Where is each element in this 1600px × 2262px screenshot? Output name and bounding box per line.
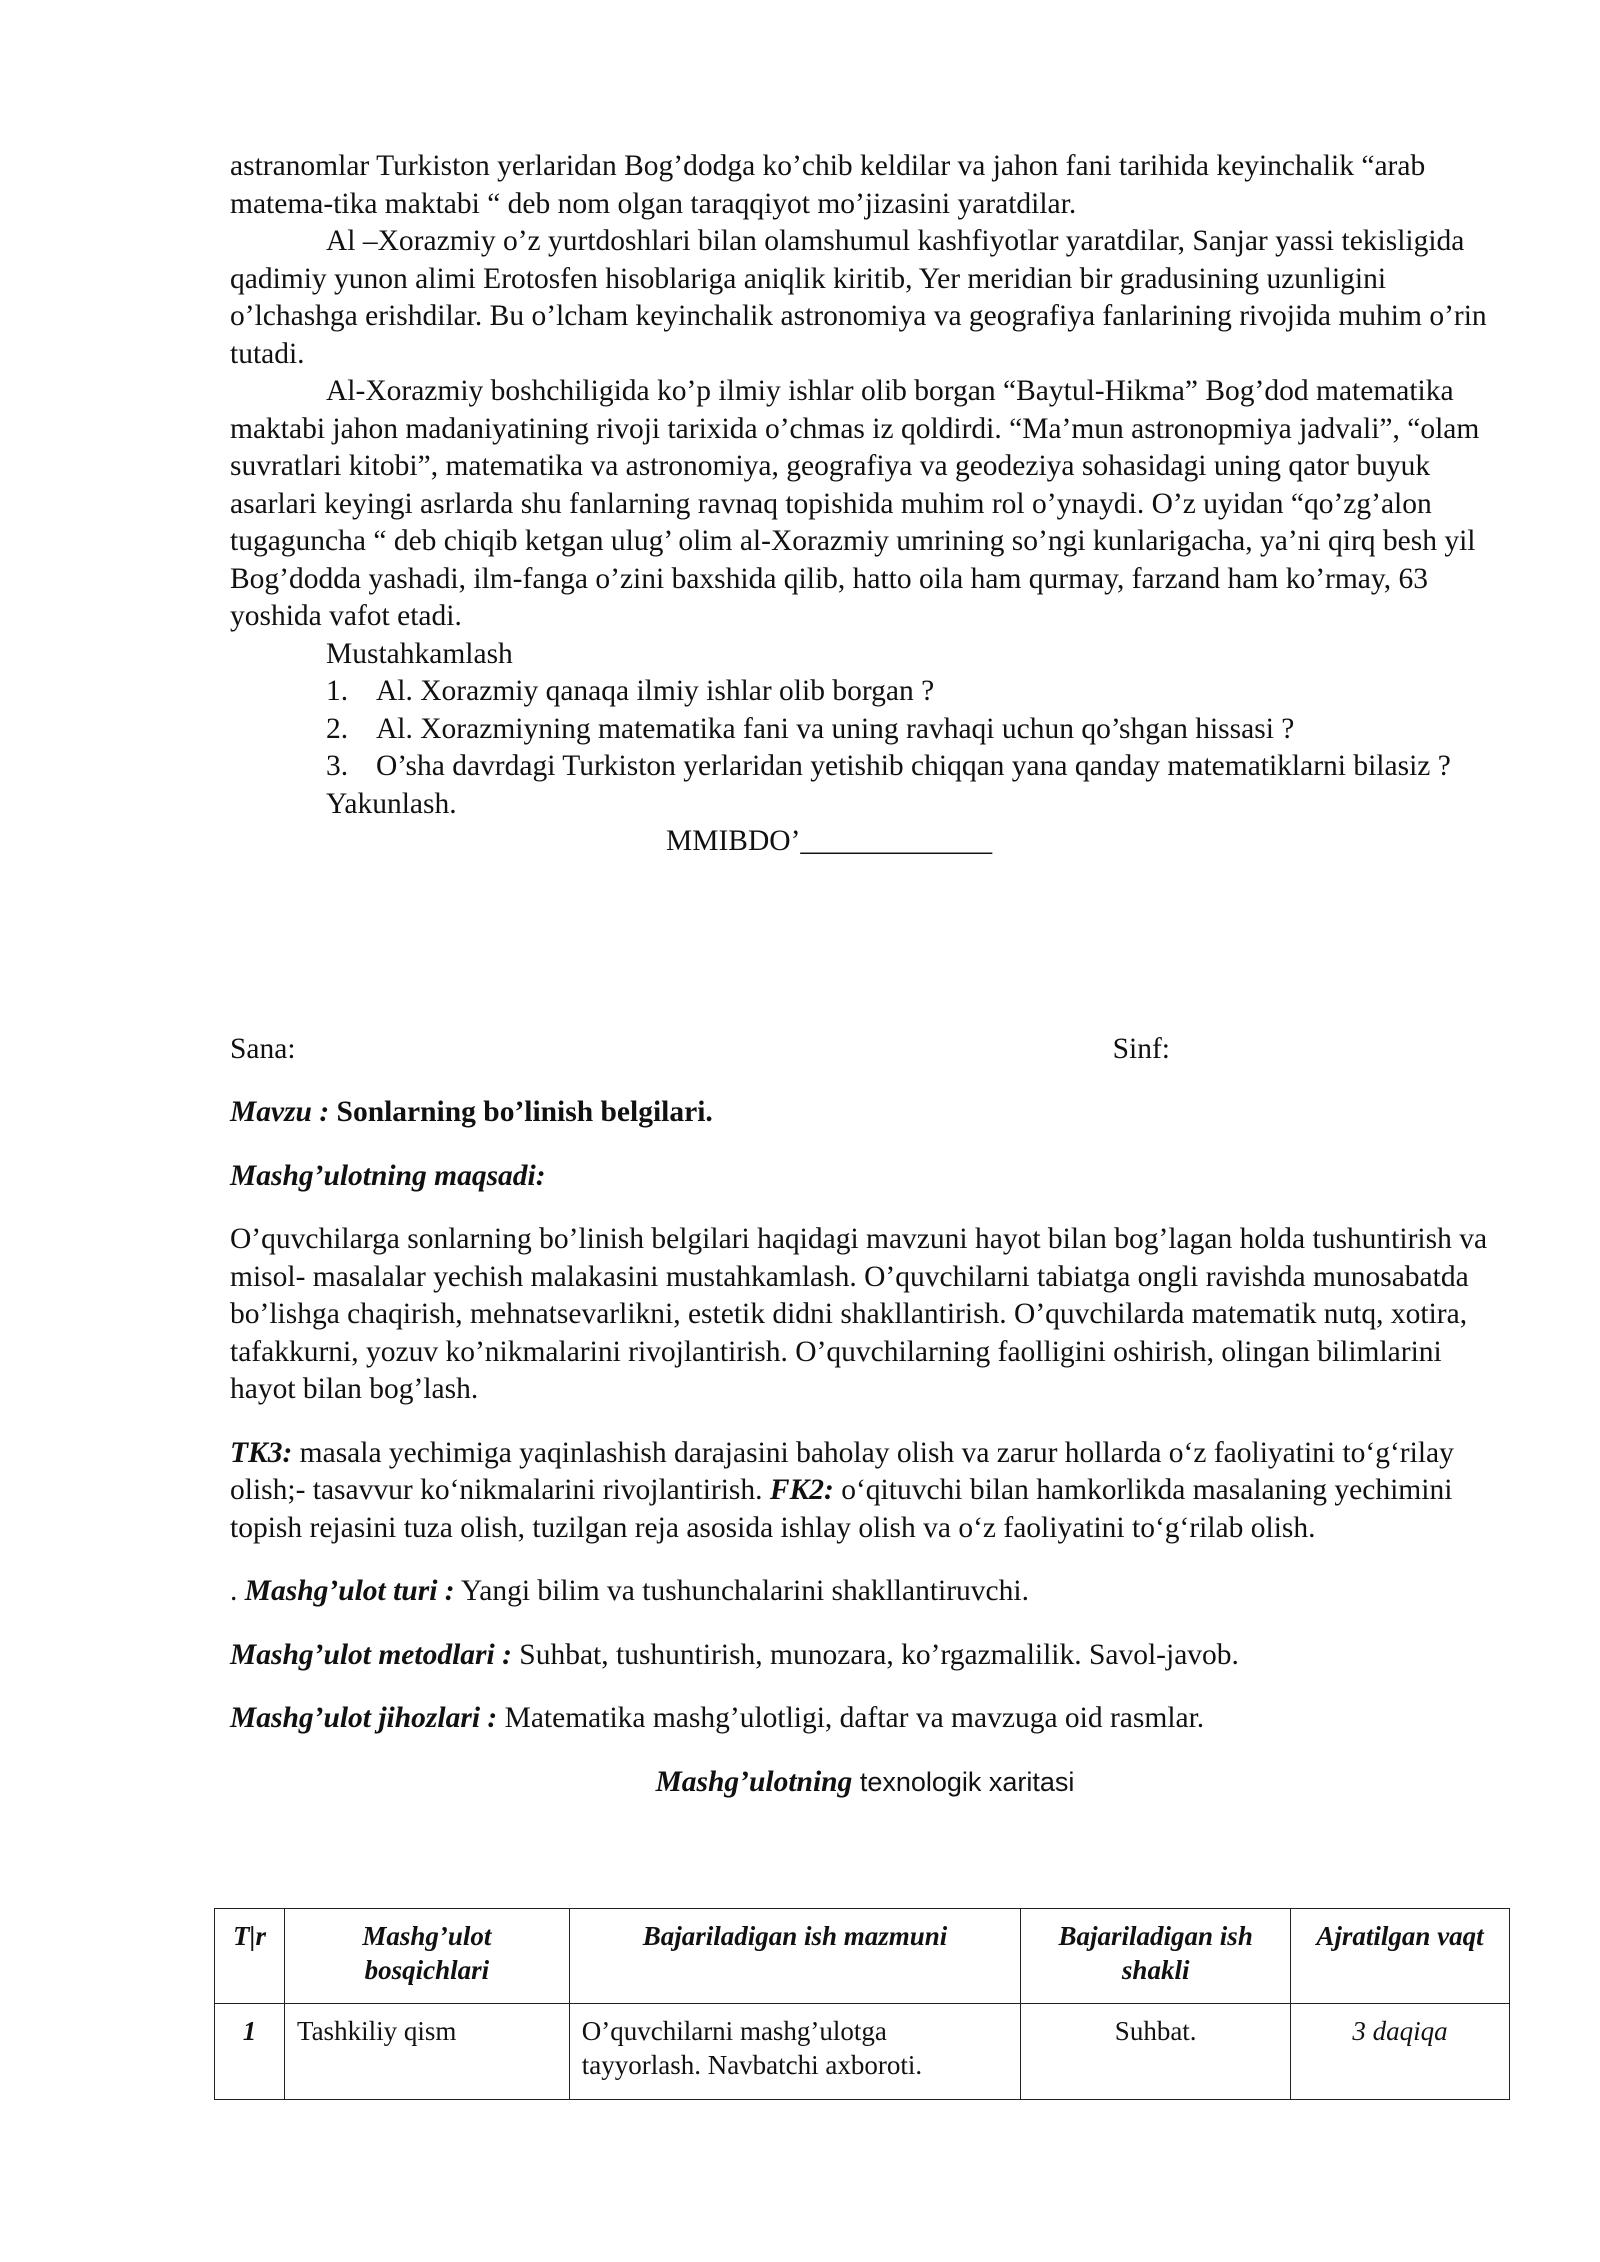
goal-label: Mashg’ulotning maqsadi: xyxy=(230,1159,546,1192)
date-label: Sana: xyxy=(230,1032,296,1065)
methods-value: Suhbat, tushuntirish, munozara, ko’rgazmalilik. Savol-javob. xyxy=(511,1638,1239,1671)
lesson-type-value: Yangi bilim va tushunchalarini shakllantiruvchi. xyxy=(454,1575,1029,1607)
review-questions xyxy=(230,673,1500,786)
class-label: Sinf: xyxy=(1112,1032,1170,1065)
competencies-paragraph xyxy=(230,1435,1500,1548)
table-header: Bajariladigan ish shakli xyxy=(1021,1909,1291,2004)
topic-line xyxy=(230,1094,1500,1132)
table-row xyxy=(215,2004,1510,2100)
equipment-value: Matematika mashg’ulotligi, daftar va mavzuga oid rasmlar. xyxy=(497,1702,1205,1734)
table-cell: Suhbat. xyxy=(1021,2004,1291,2100)
question-item: 3. O’sha davrdagi Turkiston yerlaridan yetishib chiqqan yana qanday matematiklarni bilasiz ? xyxy=(326,750,1451,782)
tech-map-table xyxy=(214,1908,1510,2100)
table-cell: O’quvchilarni mashg’ulotga tayyorlash. Navbatchi axboroti. xyxy=(569,2004,1021,2100)
paragraph-3: Al-Xorazmiy boshchiligida ko’p ilmiy ishlar olib borgan “Baytul-Hikma” Bog’dod matematika maktabi jahon madaniyatining rivoji tarixida o’chmas iz qoldirdi. “Ma’mun astronopmiya jadvali”, “olam suvratlari kitobi”, matematika va astronomiya, geografiya va geodeziya sohasidagi uning qator buyuk asarlari keyingi asrlarda shu fanlarning ravnaq topishida muhim rol o’ynaydi. O’z uyidan “qo’zg’alon tugaguncha “ deb chiqib ketgan ulug’ olim al-Xorazmiy umrining so’ngi kunlarigacha, ya’ni qirq besh yil Bog’dodda yashadi, ilm-fanga o’zini baxshida qilib, hatto oila ham qurmay, farzand ham ko’rmay, 63 yoshida vafot etadi. xyxy=(230,375,1480,632)
paragraph-2: Al –Xorazmiy o’z yurtdoshlari bilan olamshumul kashfiyotlar yaratdilar, Sanjar yassi tekisligida qadimiy yunon alimi Erotosfen hisoblariga aniqlik kiritib, Yer meridian bir gradusining uzunligini o’lchashga erishdilar. Bu o’lcham keyinchalik astronomiya va geografiya fanlarining rivojida muhim o’rin tutadi. xyxy=(230,225,1487,370)
methods-label: Mashg’ulot metodlari : xyxy=(230,1638,512,1671)
equipment-line xyxy=(230,1700,1500,1738)
methods-line xyxy=(230,1637,1500,1675)
table-cell: Tashkiliy qism xyxy=(284,2004,569,2100)
question-item: 2. Al. Xorazmiyning matematika fani va uning ravhaqi uchun qo’shgan hissasi ? xyxy=(326,712,1295,745)
table-cell: 1 xyxy=(215,2004,285,2100)
paragraph-1: astranomlar Turkiston yerlaridan Bog’dodga ko’chib keldilar va jahon fani tarihida keyinchalik “arab matema-tika maktabi “ deb nom olgan taraqqiyot mo’jizasini yaratdilar. xyxy=(230,150,1426,220)
table-header: Mashg’ulot bosqichlari xyxy=(284,1909,569,2004)
tk3-label: TK3: xyxy=(230,1436,293,1469)
tk3-text: masala yechimiga yaqinlashish darajasini baholay olish va zarur hollarda o‘z faoliyatini to‘g‘rilay olish;- tasavvur ko‘nikmalarini rivojlantirish. xyxy=(230,1436,1454,1506)
equipment-label: Mashg’ulot jihozlari : xyxy=(230,1702,498,1734)
lesson-type-line: . Mashg’ulot turi : Yangi bilim va tushunchalarini shakllantiruvchi. xyxy=(230,1575,1029,1607)
question-item: 1. Al. Xorazmiy qanaqa ilmiy ishlar olib borgan ? xyxy=(326,675,935,707)
date-class-row xyxy=(230,1031,1170,1069)
table-header: T|r xyxy=(215,1909,285,2004)
review-heading: Mustahkamlash xyxy=(326,637,513,670)
fk2-text: o‘qituvchi bilan hamkorlikda masalaning yechimini topish rejasini tuza olish, tuzilgan reja asosida ishlay olish va o‘z faoliyatini to‘g‘rilab olish. xyxy=(230,1474,1453,1544)
goal-text: O’quvchilarga sonlarning bo’linish belgilari haqidagi mavzuni hayot bilan bog’lagan holda tushuntirish va misol- masalalar yechish malakasini mustahkamlash. O’quvchilarni tabiatga ongli ravishda munosabatda bo’lishga chaqirish, mehnatsevarlikni, estetik didni shakllantirish. O’quvchilarda matematik nutq, xotira, tafakkurni, yozuv ko’nikmalarini rivojlantirish. O’quvchilarning faolligini oshirish, olingan bilimlarini hayot bilan bog’lash. xyxy=(230,1223,1488,1405)
table-header: Bajariladigan ish mazmuni xyxy=(569,1909,1021,2004)
fk2-label: FK2: xyxy=(769,1474,834,1506)
lesson-type-label: Mashg’ulot turi : xyxy=(244,1575,455,1607)
table-title: Mashg’ulotning texnologik xaritasi xyxy=(655,1765,1075,1798)
table-cell: 3 daqiqa xyxy=(1291,2004,1510,2100)
closing-text: Yakunlash. xyxy=(326,787,457,820)
table-header-row xyxy=(215,1909,1510,2004)
signature-line: MMIBDO’_____________ xyxy=(666,825,993,857)
topic-value: Sonlarning bo’linish belgilari. xyxy=(336,1096,713,1128)
table-header: Ajratilgan vaqt xyxy=(1291,1909,1510,2004)
document-page xyxy=(230,148,1500,1801)
topic-label: Mavzu : xyxy=(230,1096,330,1128)
